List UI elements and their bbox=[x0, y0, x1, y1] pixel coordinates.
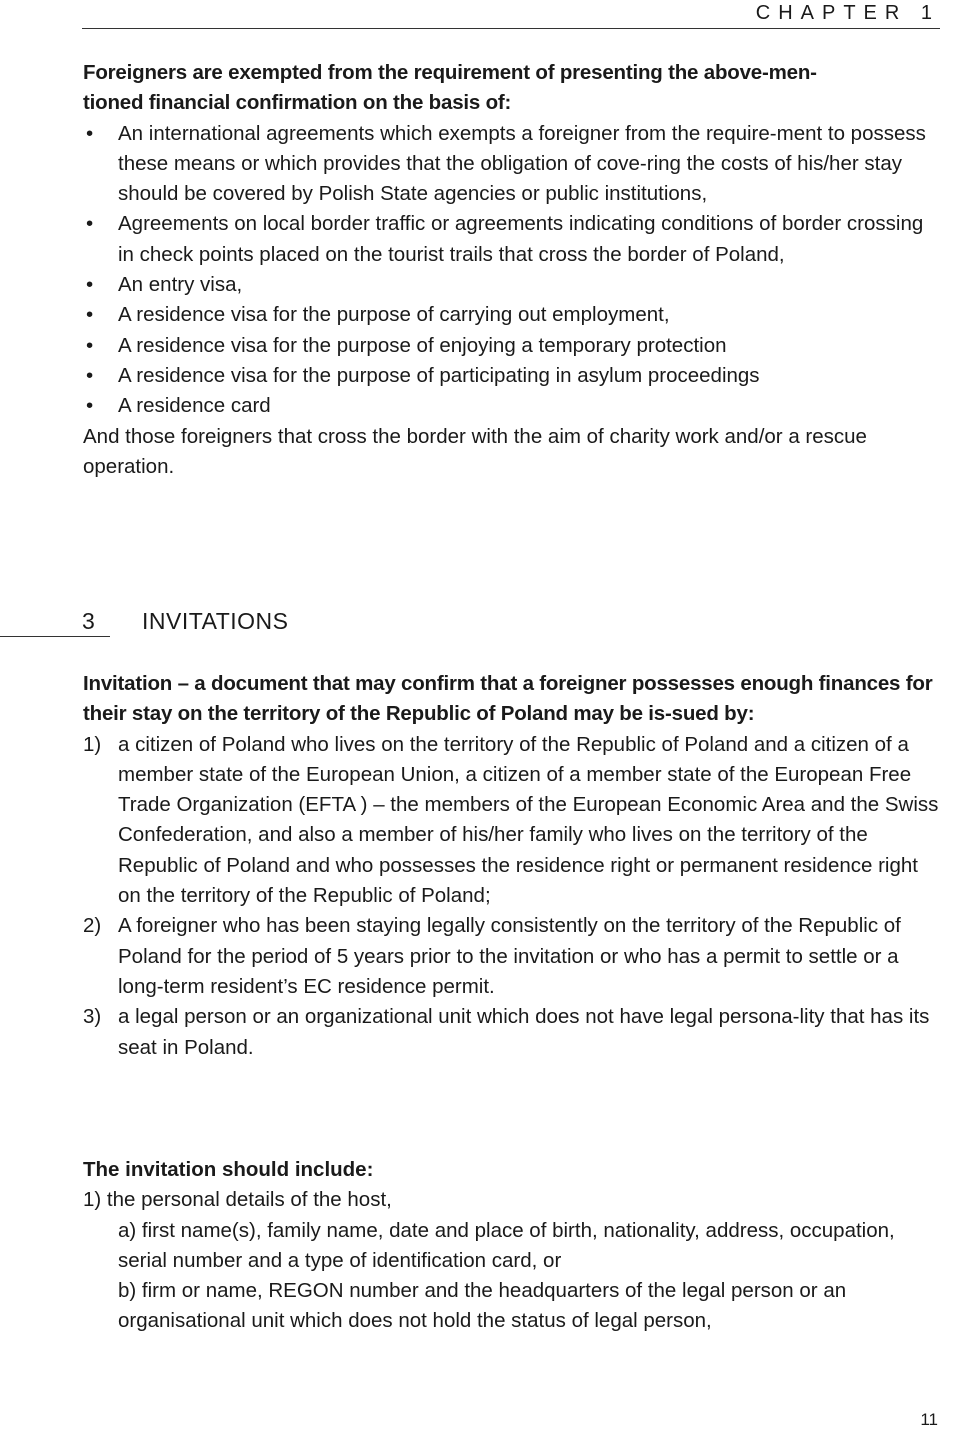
list-item-text: a citizen of Poland who lives on the territory of the Republic of Poland and a citizen of a member state of the European Union, a citizen of a member state of the European Free Trade Organization (EFTA ) – the members of the European Economic Area and the Swiss Confederation, and also a member of his/her family who lives on the territory of the Republic of Poland and who possesses the residence right or permanent residence right on the territory of the Republic of Poland; bbox=[118, 732, 939, 908]
include-sub-b: b) firm or name, REGON number and the headquarters of the legal person or an organisational unit which does not hold the status of legal person, bbox=[118, 1279, 847, 1333]
bullet-icon: • bbox=[86, 121, 94, 145]
exemption-list bbox=[83, 119, 943, 422]
section-rule bbox=[0, 636, 110, 637]
list-item bbox=[83, 1002, 943, 1063]
exemption-intro bbox=[83, 58, 943, 119]
list-item-text: A residence visa for the purpose of enjoying a temporary protection bbox=[118, 333, 727, 357]
chapter-header: CHAPTER 1 bbox=[82, 0, 940, 29]
list-item-number: 3) bbox=[83, 1005, 102, 1029]
exemption-intro-line-2: tioned financial confirmation on the basis of: bbox=[83, 91, 512, 115]
exemption-intro-line-1: Foreigners are exempted from the requirement of presenting the above-men- bbox=[83, 61, 817, 84]
list-item bbox=[83, 119, 943, 210]
list-item bbox=[83, 270, 943, 300]
list-item-text: A residence visa for the purpose of carrying out employment, bbox=[118, 303, 670, 327]
exemption-closing: And those foreigners that cross the border with the aim of charity work and/or a rescue operation. bbox=[83, 424, 867, 478]
invitation-section bbox=[83, 669, 943, 1063]
bullet-icon: • bbox=[86, 303, 94, 327]
include-sub-a: a) first name(s), family name, date and place of birth, nationality, address, occupation, serial number and a type of identification card, or bbox=[118, 1218, 895, 1272]
list-item-text: a legal person or an organizational unit which does not have legal persona-lity that has its seat in Poland. bbox=[118, 1005, 930, 1059]
list-item-text: A foreigner who has been staying legally consistently on the territory of the Republic of Poland for the period of 5 years prior to the invitation or who has a permit to settle or a long-term resident’s EC residence permit. bbox=[118, 914, 901, 998]
list-item-text: An international agreements which exempts a foreigner from the require-ment to possess these means or which provides that the obligation of cove-ring the costs of his/her stay should be covered by Polish State agencies or public institutions, bbox=[118, 121, 926, 206]
section-number: 3 bbox=[82, 608, 95, 634]
section-heading bbox=[0, 604, 400, 638]
list-item bbox=[83, 361, 943, 391]
bullet-icon: • bbox=[86, 333, 94, 357]
list-item-text: A residence card bbox=[118, 394, 271, 418]
include-section bbox=[83, 1155, 943, 1337]
list-item bbox=[83, 300, 943, 330]
list-item-text: Agreements on local border traffic or agreements indicating conditions of border crossing in check points placed on the tourist trails that cross the border of Poland, bbox=[118, 212, 924, 266]
bullet-icon: • bbox=[86, 273, 94, 297]
list-item bbox=[83, 730, 943, 912]
list-item bbox=[83, 331, 943, 361]
exemption-section bbox=[83, 58, 943, 482]
list-item-number: 2) bbox=[83, 914, 102, 938]
list-item-number: 1) bbox=[83, 732, 102, 756]
list-item bbox=[83, 391, 943, 421]
bullet-icon: • bbox=[86, 363, 94, 387]
list-item-text: An entry visa, bbox=[118, 273, 243, 297]
bullet-icon: • bbox=[86, 212, 94, 236]
list-item-text: A residence visa for the purpose of participating in asylum proceedings bbox=[118, 363, 760, 387]
invitation-intro: Invitation – a document that may confirm that a foreigner possesses enough finances for their stay on the territory of the Republic of Poland may be is-sued by: bbox=[83, 672, 933, 726]
include-item-1: 1) the personal details of the host, bbox=[83, 1188, 392, 1212]
bullet-icon: • bbox=[86, 394, 94, 418]
issuer-list bbox=[83, 730, 943, 1063]
include-heading: The invitation should include: bbox=[83, 1158, 374, 1181]
list-item bbox=[83, 209, 943, 270]
section-title: INVITATIONS bbox=[142, 608, 289, 634]
page-number: 11 bbox=[920, 1410, 938, 1429]
list-item bbox=[83, 911, 943, 1002]
